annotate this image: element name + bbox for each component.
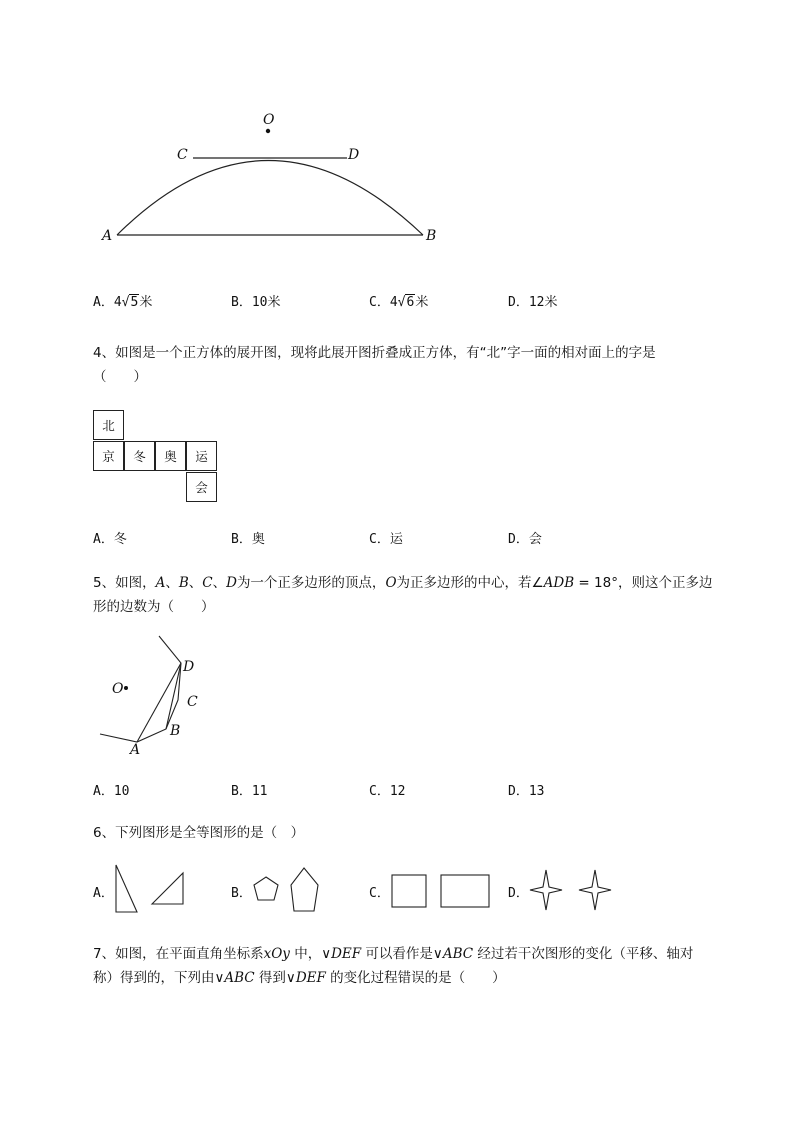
q7-stem-line2: 称）得到的，下列由∨ABC 得到∨DEF 的变化过程错误的是（ ） — [93, 970, 506, 986]
square — [392, 875, 426, 907]
q3-option-b[interactable]: B．10米 — [231, 295, 281, 310]
q5-option-b[interactable]: B．11 — [231, 784, 268, 799]
polygon-figure — [90, 632, 220, 757]
center-o — [124, 686, 128, 690]
q5-stem-line2: 形的边数为（ ） — [93, 599, 215, 615]
q4-option-b[interactable]: B．奥 — [231, 532, 265, 547]
pentagon-large — [291, 868, 318, 911]
q6-option-a-shapes — [110, 862, 190, 916]
q4-stem-line1: 4、如图是一个正方体的展开图，现将此展开图折叠成正方体，有“北”字一面的相对面上的字是 — [93, 345, 656, 361]
label-c: C — [187, 694, 198, 710]
four-point-star-right — [579, 870, 611, 910]
net-cell-top: 北 — [93, 410, 124, 440]
label-o: O — [112, 681, 124, 697]
arch-curve — [117, 161, 423, 236]
q6-option-b-label[interactable]: B． — [231, 886, 252, 901]
q4-stem-line2: （ ） — [93, 369, 147, 385]
q6-option-b-shapes — [248, 864, 328, 914]
q5-option-d[interactable]: D．13 — [508, 784, 545, 799]
right-triangle-tall — [116, 865, 137, 912]
cube-net — [93, 410, 218, 503]
q6-option-d-shapes — [526, 866, 618, 914]
q6-option-c-label[interactable]: C． — [369, 886, 390, 901]
net-cell-row-4: 运 — [186, 441, 217, 471]
net-cell-row-3: 奥 — [155, 441, 186, 471]
label-o: O — [263, 112, 275, 128]
rectangle — [441, 875, 489, 907]
q4-option-d[interactable]: D．会 — [508, 532, 542, 547]
q5-option-c[interactable]: C．12 — [369, 784, 406, 799]
label-d: D — [348, 147, 360, 163]
q6-option-d-label[interactable]: D． — [508, 886, 529, 901]
net-cell-row-2: 冬 — [124, 441, 155, 471]
q7-stem-line1: 7、如图，在平面直角坐标系xOy 中，∨DEF 可以看作是∨ABC 经过若干次图形的变化（平移、轴对 — [93, 946, 694, 962]
label-a: A — [102, 228, 113, 244]
q6-option-c-shapes — [388, 872, 494, 910]
label-c: C — [177, 147, 188, 163]
net-cell-bottom: 会 — [186, 472, 217, 502]
q3-option-c[interactable]: C．4√6米 — [369, 295, 429, 310]
net-cell-row-1: 京 — [93, 441, 124, 471]
four-point-star-left — [530, 870, 562, 910]
label-b: B — [170, 723, 181, 739]
label-a: A — [130, 742, 141, 757]
q6-stem: 6、下列图形是全等图形的是（ ） — [93, 825, 305, 841]
label-d: D — [183, 659, 195, 675]
q4-option-c[interactable]: C．运 — [369, 532, 403, 547]
q5-stem-line1: 5、如图，A、B、C、D为一个正多边形的顶点，O为正多边形的中心，若∠ADB = 18°，则这个正多边 — [93, 575, 713, 591]
q5-option-a[interactable]: A．10 — [93, 784, 130, 799]
q6-option-a-label[interactable]: A． — [93, 886, 114, 901]
q4-option-a[interactable]: A．冬 — [93, 532, 127, 547]
point-o — [266, 129, 270, 133]
pentagon-small — [254, 877, 278, 900]
label-b: B — [426, 228, 437, 244]
q3-option-d[interactable]: D．12米 — [508, 295, 558, 310]
arch-figure — [95, 108, 445, 248]
right-triangle-wide — [152, 873, 183, 904]
q3-option-a[interactable]: A．4√5米 — [93, 295, 153, 310]
